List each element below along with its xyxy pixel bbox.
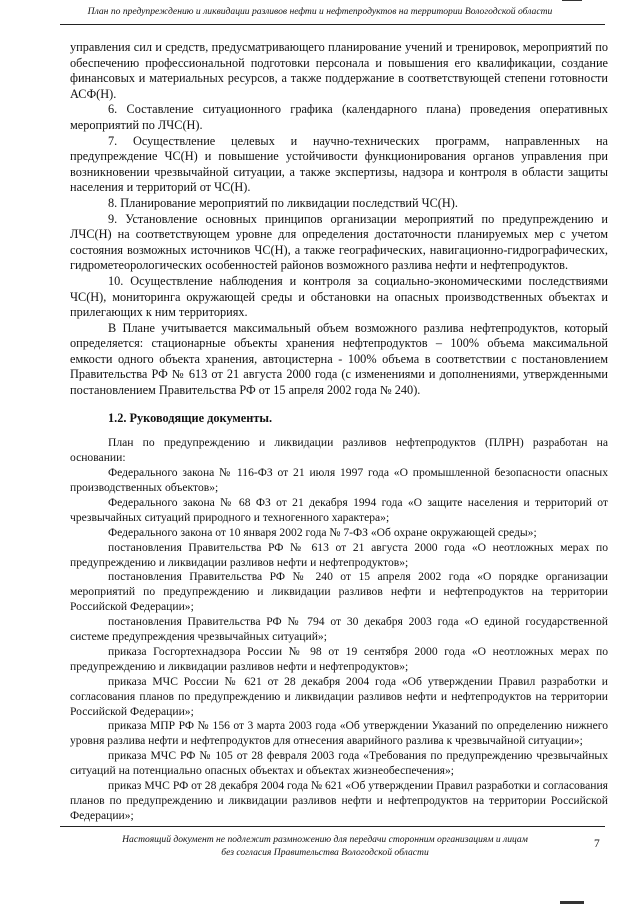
reference-item: приказа МЧС России № 621 от 28 декабря 2004 года «Об утверждении Правил разработки и согласования планов по предупреждению и ликвидации разливов нефти и нефтепродуктов на территории Российской Федерации»; — [70, 674, 608, 718]
paragraph-item-10: 10. Осуществление наблюдения и контроля за социально-экономическими последствиями ЧС(Н), мониторинга окружающей среды и обстановки на опасных производственных объектах и прилегающих к ним территориях. — [70, 273, 608, 320]
footer-notice-line2: без согласия Правительства Вологодской области — [221, 847, 429, 858]
reference-item: приказа МПР РФ № 156 от 3 марта 2003 года «Об утверждении Указаний по определению нижнего уровня разлива нефти и нефтепродуктов для отнесения аварийного разлива к чрезвычайной ситуации»; — [70, 719, 608, 748]
footer-notice-line1: Настоящий документ не подлежит размножению для передачи сторонним организациям и лицам — [122, 834, 528, 845]
reference-item: Федерального закона № 68 ФЗ от 21 декабря 1994 года «О защите населения и территорий от чрезвычайных ситуаций природного и техногенного характера»; — [70, 495, 608, 524]
footer-divider — [60, 826, 605, 827]
reference-item: Федерального закона № 116-ФЗ от 21 июля 1997 года «О промышленной безопасности опасных производственных объектов»; — [70, 466, 608, 494]
paragraph-max-volume: В Плане учитывается максимальный объем возможного разлива нефтепродуктов, который определяется: стационарные объекты хранения нефтепродуктов – 100% объема максимальной емкости одного объекта хранения, автоцистерна - 100% объема в соответствии с постановлением Правительства РФ № 613 от 21 августа 2000 года (с изменениями и дополнениями, утвержденными постановлением Правительства РФ от 15 апреля 2002 года № 240). — [70, 320, 608, 398]
scan-mark-bottom — [560, 901, 584, 904]
section-heading: 1.2. Руководящие документы. — [108, 410, 273, 425]
page-footer — [80, 833, 570, 859]
reference-item: приказ МЧС РФ от 28 декабря 2004 года № 621 «Об утверждении Правил разработки и согласования планов по предупреждению и ликвидации разливов нефти и нефтепродуктов на территории Российской Федерации»; — [70, 779, 608, 822]
paragraph-item-8: 8. Планирование мероприятий по ликвидации последствий ЧС(Н). — [108, 195, 458, 210]
paragraph-continuation: управления сил и средств, предусматривающего планирование учений и тренировок, мероприятий по обеспечению профессиональной подготовки персонала и повышения его квалификации, создание финансовых и материальных ресурсов, а также поддержание в соответствующей степени готовности АСФ(Н). — [70, 40, 608, 101]
reference-item: постановления Правительства РФ № 613 от 21 августа 2000 года «О неотложных мерах по предупреждению и ликвидации разливов нефти и нефтепродуктов»; — [70, 540, 608, 569]
reference-item: приказа Госгортехнадзора России № 98 от 19 сентября 2000 года «О неотложных мерах по предупреждению и ликвидации разливов нефти и нефтепродуктов»; — [70, 644, 608, 673]
paragraph-item-6: 6. Составление ситуационного графика (календарного плана) проведения оперативных мероприятий по ЛЧС(Н). — [70, 102, 608, 132]
reference-item: приказа МЧС РФ № 105 от 28 февраля 2003 года «Требования по предупреждению чрезвычайных ситуаций на потенциально опасных объектах и объектах жизнеобеспечения»; — [70, 749, 608, 778]
page-number: 7 — [594, 838, 600, 850]
document-body — [70, 40, 608, 824]
scan-mark-top — [562, 0, 582, 1]
reference-item: постановления Правительства РФ № 794 от 30 декабря 2003 года «О единой государственной системе предупреждения чрезвычайных ситуаций»; — [70, 615, 608, 644]
paragraph-item-9: 9. Установление основных принципов организации мероприятий по предупреждению и ЛЧС(Н) на соответствующем уровне для определения достаточности планируемых мер с учетом состояния возможных источников ЧС(Н), а также географических, навигационно-гидрографических, гидрометеорологических особенностей районов возможного разлива нефти и нефтепродуктов. — [70, 211, 608, 273]
reference-item: постановления Правительства РФ № 240 от 15 апреля 2002 года «О порядке организации мероприятий по предупреждению и ликвидации разливов нефти и нефтепродуктов на территории Российской Федерации»; — [70, 570, 608, 614]
paragraph-item-7: 7. Осуществление целевых и научно-технических программ, направленных на предупреждение ЧС(Н) и повышение устойчивости функционирования органов управления при возникновении чрезвычайной ситуации, а также экспертизы, надзора и контроля в области защиты населения и территорий от ЧС(Н). — [70, 133, 608, 195]
header-divider — [60, 24, 605, 25]
references-intro: План по предупреждению и ликвидации разливов нефтепродуктов (ПЛРН) разработан на основании: — [70, 436, 608, 465]
page-header: План по предупреждению и ликвидации разливов нефти и нефтепродуктов на территории Вологодской области — [87, 6, 553, 17]
reference-item: Федерального закона от 10 января 2002 года № 7-ФЗ «Об охране окружающей среды»; — [108, 525, 537, 539]
